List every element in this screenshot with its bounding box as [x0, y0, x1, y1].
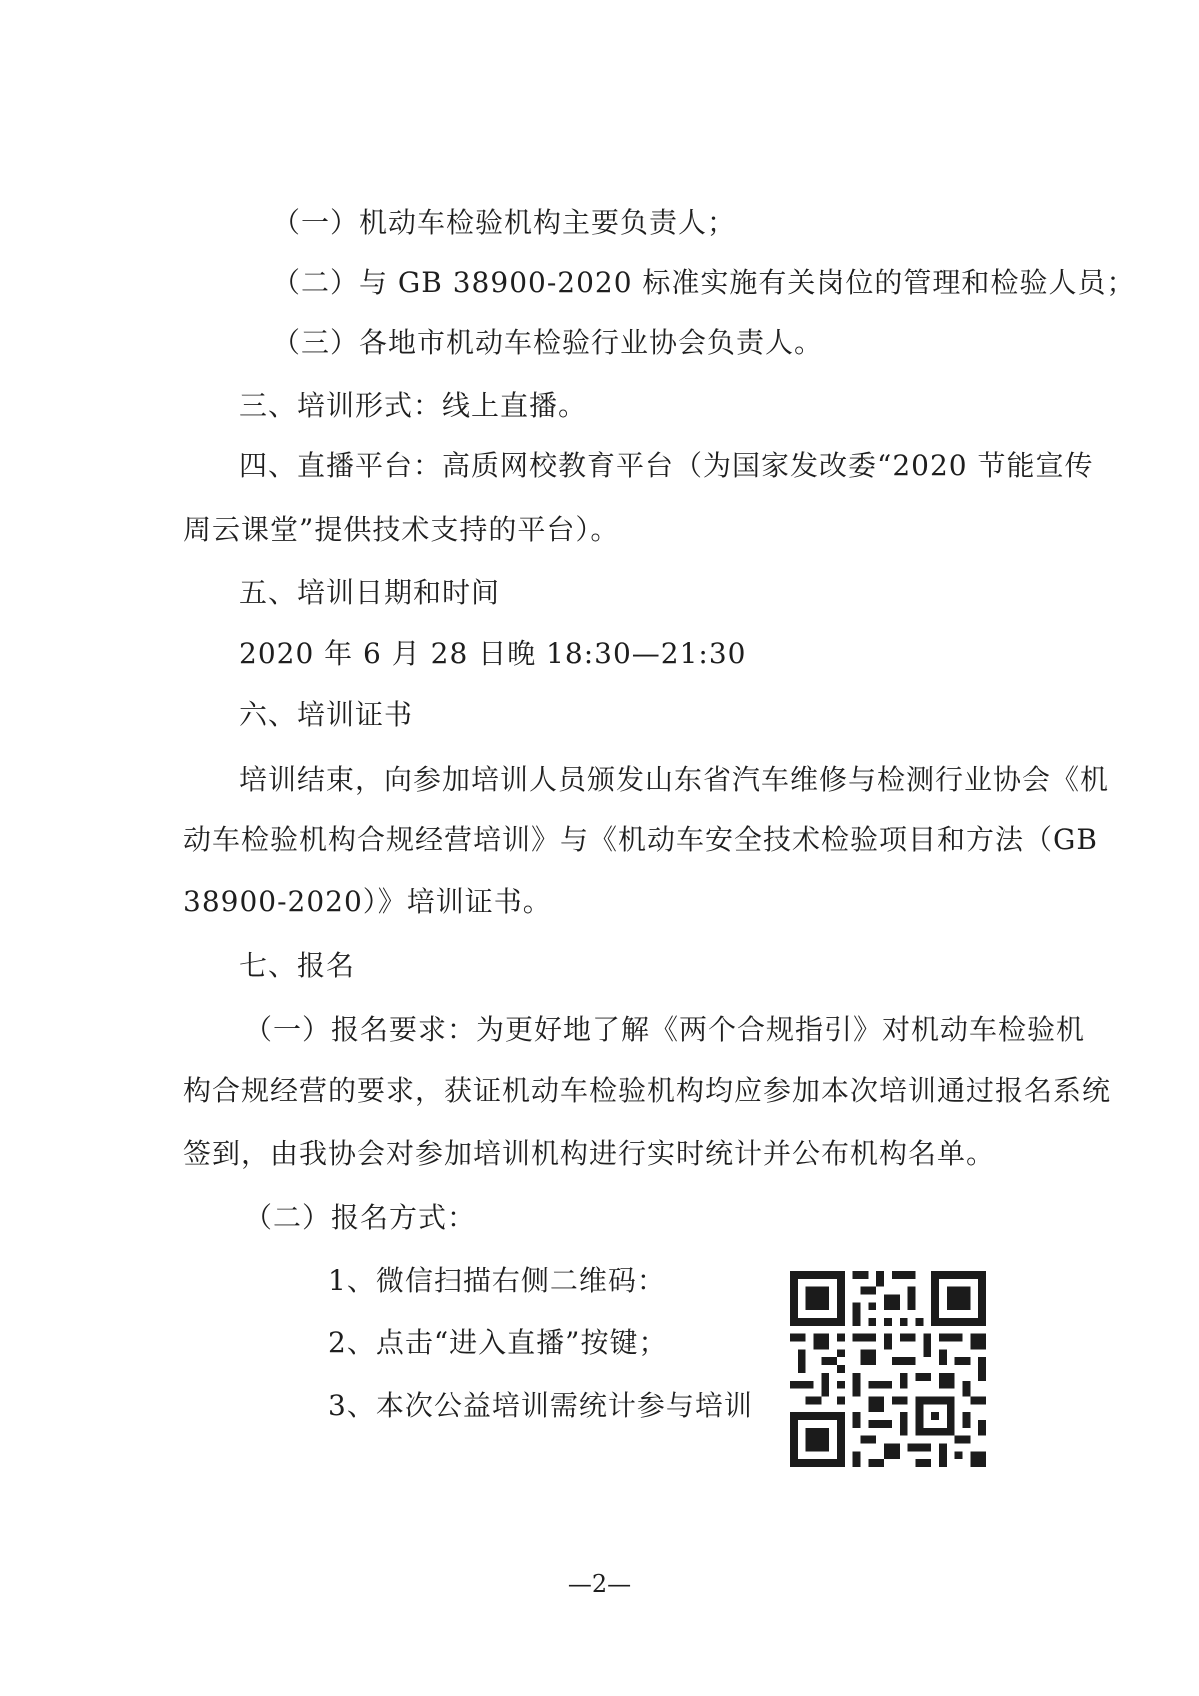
text-line-18: 1、微信扫描右侧二维码：: [328, 1264, 666, 1297]
text-line-16: 签到，由我协会对参加培训机构进行实时统计并公布机构名单。: [183, 1137, 996, 1170]
text-line-10: 培训结束，向参加培训人员颁发山东省汽车维修与检测行业协会《机: [239, 763, 1110, 796]
text-line-3: （三）各地市机动车检验行业协会负责人。: [272, 326, 824, 359]
text-line-15: 构合规经营的要求，获证机动车检验机构均应参加本次培训通过报名系统: [183, 1074, 1112, 1107]
text-line-12: 38900-2020）》培训证书。: [183, 885, 552, 918]
text-line-17: （二）报名方式：: [244, 1201, 477, 1234]
page-number: —2—: [567, 1570, 632, 1598]
text-line-1: （一）机动车检验机构主要负责人；: [272, 206, 737, 239]
qr-code-image: [790, 1271, 986, 1467]
text-line-20: 3、本次公益培训需统计参与培训: [328, 1389, 753, 1422]
text-line-7: 五、培训日期和时间: [239, 576, 501, 609]
text-line-19: 2、点击“进入直播”按键；: [328, 1326, 668, 1359]
text-line-8: 2020 年 6 月 28 日晚 18:30—21:30: [239, 637, 747, 670]
text-line-9: 六、培训证书: [239, 698, 414, 731]
text-line-11: 动车检验机构合规经营培训》与《机动车安全技术检验项目和方法（GB: [183, 823, 1098, 856]
text-line-6: 周云课堂”提供技术支持的平台）。: [183, 513, 620, 546]
text-line-5: 四、直播平台：高质网校教育平台（为国家发改委“2020 节能宣传: [239, 449, 1094, 482]
text-line-13: 七、报名: [239, 949, 356, 982]
text-line-2: （二）与 GB 38900-2020 标准实施有关岗位的管理和检验人员；: [272, 266, 1136, 299]
text-line-14: （一）报名要求：为更好地了解《两个合规指引》对机动车检验机: [244, 1013, 1086, 1046]
text-line-4: 三、培训形式：线上直播。: [239, 389, 588, 422]
